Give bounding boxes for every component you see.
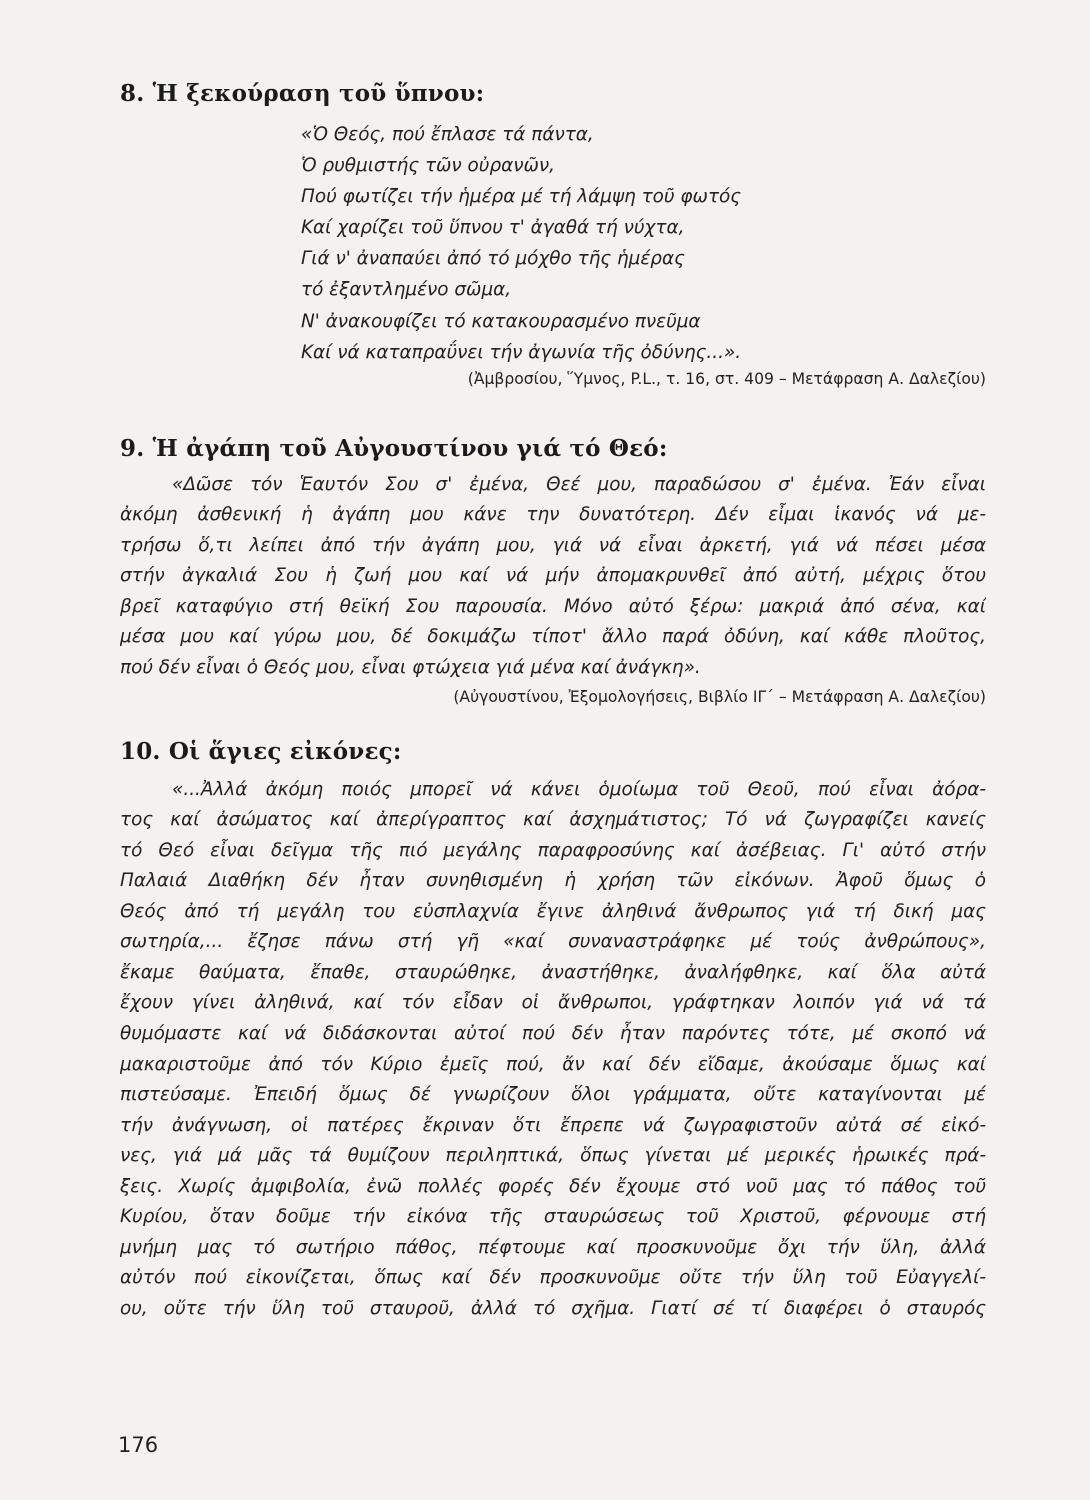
section-9-text (120, 470, 986, 684)
text-line: ξεις. Χωρίς ἀμφιβολία, ἐνῶ πολλές φορές δέν ἔχουμε στό νοῦ μας τό πάθος τοῦ (120, 1175, 986, 1197)
text-line: νες, γιά μά μᾶς τά θυμίζουν περιληπτικά, ὅπως γίνεται μέ μερικές ἡρωικές πρά- (120, 1145, 986, 1167)
text-line: ἀκόμη ἀσθενική ἡ ἀγάπη μου κάνε την δυνατότερη. Δέν εἶμαι ἱκανός νά με- (120, 504, 986, 526)
text-line: ου, οὔτε τήν ὕλη τοῦ σταυροῦ, ἀλλά τό σχῆμα. Γιατί σέ τί διαφέρει ὁ σταυρός (120, 1297, 986, 1319)
text-line: αὐτόν πού εἰκονίζεται, ὅπως καί δέν προσκυνοῦμε οὔτε τήν ὕλη τοῦ Εὐαγγελί- (120, 1267, 986, 1289)
poem-line: Καί χαρίζει τοῦ ὕπνου τ' ἀγαθά τή νύχτα, (301, 217, 685, 239)
section-8-source: (Ἀμβροσίου, Ὕμνος, P.L., τ. 16, στ. 409 – Μετάφραση Α. Δαλεζίου) (467, 369, 986, 388)
text-line: τος καί ἀσώματος καί ἀπερίγραπτος καί ἀσχημάτιστος; Τό νά ζωγραφίζει κανείς (120, 809, 986, 831)
text-line: πού δέν εἶναι ὁ Θεός μου, εἶναι φτώχεια γιά μένα καί ἀνάγκη». (120, 657, 701, 679)
text-line: ἔκαμε θαύματα, ἔπαθε, σταυρώθηκε, ἀναστήθηκε, ἀναλήφθηκε, καί ὅλα αὐτά (120, 961, 986, 983)
text-line: τρήσω ὅ,τι λείπει ἀπό τήν ἀγάπη μου, γιά νά εἶναι ἀρκετή, γιά νά πέσει μέσα (120, 534, 986, 556)
section-10-heading: 10. Οἱ ἅγιες εἰκόνες: (120, 737, 402, 765)
page-number: 176 (118, 1433, 159, 1457)
text-line: τό Θεό εἶναι δεῖγμα τῆς πιό μεγάλης παραφροσύνης καί ἀσέβειας. Γι' αὐτό στήν (120, 839, 986, 861)
text-line: στήν ἀγκαλιά Σου ἡ ζωή μου καί νά μήν ἀπομακρυνθεῖ ἀπό αὐτή, μέχρις ὅτου (120, 565, 986, 587)
text-line: τήν ἀνάγνωση, οἱ πατέρες ἔκριναν ὅτι ἔπρεπε νά ζωγραφιστοῦν αὐτά σέ εἰκό- (120, 1114, 986, 1136)
text-line: θυμόμαστε καί νά διδάσκονται αὐτοί πού δέν ἦταν παρόντες τότε, μέ σκοπό νά (120, 1022, 986, 1044)
poem-line: Γιά ν' ἀναπαύει ἀπό τό μόχθο τῆς ἡμέρας (301, 248, 685, 270)
poem-line: «Ὁ Θεός, πού ἔπλασε τά πάντα, (301, 124, 594, 145)
text-line: Κυρίου, ὅταν δοῦμε τήν εἰκόνα τῆς σταυρώσεως τοῦ Χριστοῦ, φέρνουμε στή (120, 1206, 986, 1228)
section-8-poem (301, 119, 986, 368)
section-10-text (120, 775, 986, 1325)
text-line: «...Ἀλλά ἀκόμη ποιός μπορεῖ νά κάνει ὁμοίωμα τοῦ Θεοῦ, πού εἶναι ἀόρα- (172, 778, 986, 800)
text-line: «Δῶσε τόν Ἑαυτόν Σου σ' ἐμένα, Θεέ μου, παραδώσου σ' ἐμένα. Ἐάν εἶναι (172, 473, 986, 495)
poem-line: Καί νά καταπραΰνει τήν ἀγωνία τῆς ὀδύνης...». (301, 341, 742, 363)
poem-line: τό ἐξαντλημένο σῶμα, (301, 279, 512, 301)
section-9-source: (Αὐγουστίνου, Ἐξομολογήσεις, Βιβλίο ΙΓ΄ – Μετάφραση Α. Δαλεζίου) (453, 687, 986, 706)
section-8-heading: 8. Ἡ ξεκούραση τοῦ ὕπνου: (120, 80, 485, 107)
page (120, 80, 986, 1324)
poem-line: Πού φωτίζει τήν ἡμέρα μέ τή λάμψη τοῦ φωτός (301, 186, 742, 208)
text-line: μνήμη μας τό σωτήριο πάθος, πέφτουμε καί προσκυνοῦμε ὄχι τήν ὕλη, ἀλλά (120, 1236, 986, 1258)
text-line: Παλαιά Διαθήκη δέν ἦταν συνηθισμένη ἡ χρήση τῶν εἰκόνων. Ἀφοῦ ὅμως ὁ (120, 870, 986, 892)
text-line: ἔχουν γίνει ἀληθινά, καί τόν εἶδαν οἱ ἄνθρωποι, γράφτηκαν λοιπόν γιά νά τά (120, 992, 986, 1014)
text-line: σωτηρία,... ἔζησε πάνω στή γῆ «καί συναναστράφηκε μέ τούς ἀνθρώπους», (120, 931, 986, 953)
text-line: μέσα μου καί γύρω μου, δέ δοκιμάζω τίποτ' ἄλλο παρά ὀδύνη, καί κάθε πλοῦτος, (120, 626, 986, 648)
text-line: Θεός ἀπό τή μεγάλη του εὐσπλαχνία ἔγινε ἀληθινά ἄνθρωπος γιά τή δική μας (120, 900, 986, 922)
section-9-heading: 9. Ἡ ἀγάπη τοῦ Αὐγουστίνου γιά τό Θεό: (120, 434, 668, 462)
text-line: βρεῖ καταφύγιο στή θεϊκή Σου παρουσία. Μόνο αὐτό ξέρω: μακριά ἀπό σένα, καί (120, 595, 986, 617)
poem-line: Ν' ἀνακουφίζει τό κατακουρασμένο πνεῦμα (301, 310, 701, 332)
text-line: μακαριστοῦμε ἀπό τόν Κύριο ἐμεῖς πού, ἄν καί δέν εἴδαμε, ἀκούσαμε ὅμως καί (120, 1053, 986, 1075)
poem-line: Ὁ ρυθμιστής τῶν οὐρανῶν, (301, 155, 556, 177)
text-line: πιστεύσαμε. Ἐπειδή ὅμως δέ γνωρίζουν ὅλοι γράμματα, οὔτε καταγίνονται μέ (120, 1084, 986, 1106)
